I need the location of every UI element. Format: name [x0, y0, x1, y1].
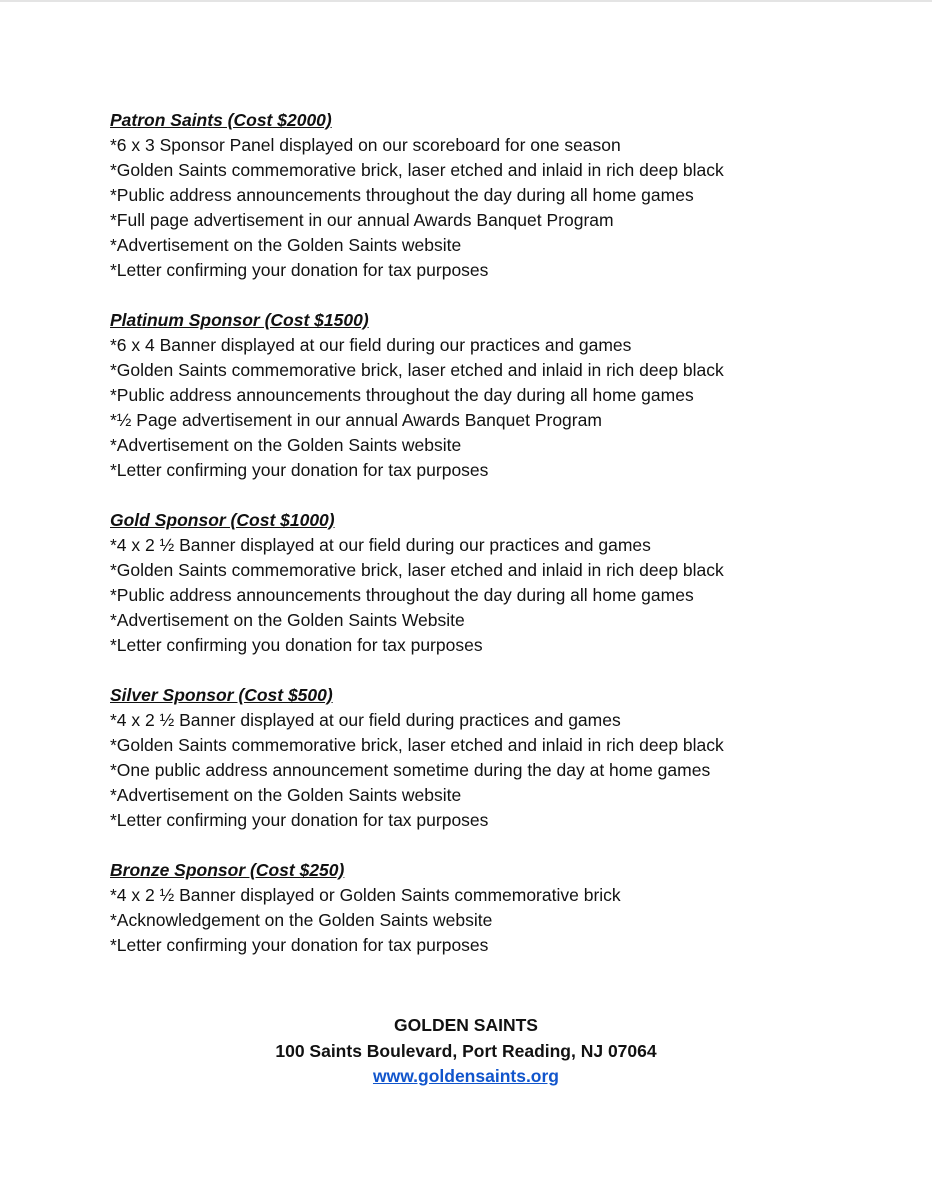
benefit-item: *Letter confirming your donation for tax purposes	[110, 460, 489, 480]
tier-benefits-list	[110, 708, 890, 833]
tier-benefits-list	[110, 333, 890, 483]
sponsorship-levels	[110, 108, 890, 983]
benefit-item: *Public address announcements throughout the day during all home games	[110, 385, 694, 405]
tier-benefits-list	[110, 533, 890, 658]
website-link[interactable]: www.goldensaints.org	[372, 1066, 560, 1086]
benefit-item: *Golden Saints commemorative brick, laser etched and inlaid in rich deep black	[110, 160, 724, 180]
tier-title: Gold Sponsor (Cost $1000)	[110, 510, 335, 530]
benefit-item: *Public address announcements throughout the day during all home games	[110, 185, 694, 205]
tier-platinum-sponsor	[110, 308, 890, 483]
benefit-item: *Advertisement on the Golden Saints website	[110, 785, 462, 805]
benefit-item: *One public address announcement sometime during the day at home games	[110, 760, 711, 780]
contact-footer	[0, 1013, 932, 1090]
benefit-item: *Letter confirming your donation for tax purposes	[110, 810, 489, 830]
benefit-item: *6 x 3 Sponsor Panel displayed on our scoreboard for one season	[110, 135, 621, 155]
benefit-item: *Letter confirming your donation for tax purposes	[110, 935, 489, 955]
tier-benefits-list	[110, 133, 890, 283]
tier-title: Platinum Sponsor (Cost $1500)	[110, 310, 369, 330]
tier-benefits-list	[110, 883, 890, 958]
benefit-item: *Golden Saints commemorative brick, laser etched and inlaid in rich deep black	[110, 735, 724, 755]
benefit-item: *4 x 2 ½ Banner displayed or Golden Saints commemorative brick	[110, 885, 621, 905]
benefit-item: *6 x 4 Banner displayed at our field during our practices and games	[110, 335, 632, 355]
benefit-item: *4 x 2 ½ Banner displayed at our field during our practices and games	[110, 535, 651, 555]
page-top-edge	[0, 0, 932, 2]
organization-name: GOLDEN SAINTS	[394, 1015, 538, 1035]
tier-title: Patron Saints (Cost $2000)	[110, 110, 332, 130]
benefit-item: *Full page advertisement in our annual Awards Banquet Program	[110, 210, 614, 230]
benefit-item: *Advertisement on the Golden Saints Website	[110, 610, 465, 630]
benefit-item: *Advertisement on the Golden Saints website	[110, 435, 462, 455]
benefit-item: *Letter confirming you donation for tax purposes	[110, 635, 483, 655]
benefit-item: *Golden Saints commemorative brick, laser etched and inlaid in rich deep black	[110, 560, 724, 580]
benefit-item: *Letter confirming your donation for tax purposes	[110, 260, 489, 280]
tier-title: Silver Sponsor (Cost $500)	[110, 685, 333, 705]
benefit-item: *Golden Saints commemorative brick, laser etched and inlaid in rich deep black	[110, 360, 724, 380]
benefit-item: *Acknowledgement on the Golden Saints website	[110, 910, 493, 930]
benefit-item: *½ Page advertisement in our annual Awards Banquet Program	[110, 410, 602, 430]
organization-address: 100 Saints Boulevard, Port Reading, NJ 07064	[275, 1040, 657, 1061]
benefit-item: *Public address announcements throughout the day during all home games	[110, 585, 694, 605]
benefit-item: *Advertisement on the Golden Saints website	[110, 235, 462, 255]
tier-gold-sponsor	[110, 508, 890, 658]
tier-title: Bronze Sponsor (Cost $250)	[110, 860, 345, 880]
tier-silver-sponsor	[110, 683, 890, 833]
benefit-item: *4 x 2 ½ Banner displayed at our field during practices and games	[110, 710, 621, 730]
tier-patron-saints	[110, 108, 890, 283]
tier-bronze-sponsor	[110, 858, 890, 958]
